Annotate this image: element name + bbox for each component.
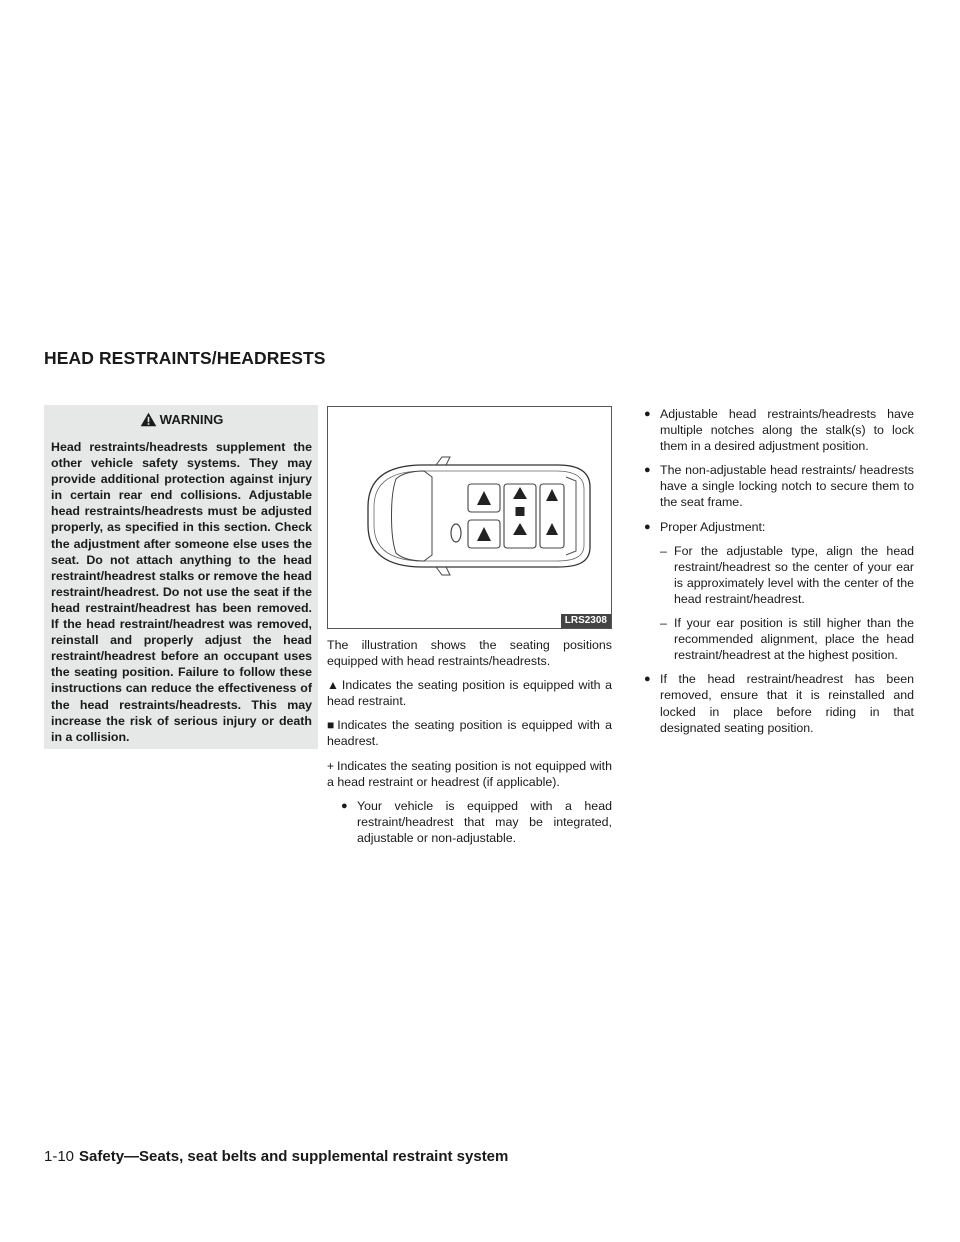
dash-icon: – [660, 543, 667, 558]
warning-triangle-icon [140, 412, 157, 427]
legend-item-headrest: ■ Indicates the seating position is equipped with a headrest. [327, 718, 612, 749]
bullet-icon: ● [644, 408, 651, 420]
square-icon: ■ [327, 718, 335, 733]
page-number: 1-10 [44, 1148, 75, 1165]
list-item: ● Your vehicle is equipped with a head restraint/headrest that may be integrated, adjustable or non-adjustable. [341, 798, 612, 845]
list-item: ● If the head restraint/headrest has been removed, ensure that it is reinstalled and locked in place before riding in that designated seating position. [644, 672, 914, 735]
seating-diagram [327, 406, 612, 629]
bullet-icon: ● [644, 520, 651, 533]
right-column [644, 406, 914, 744]
dash-icon: – [660, 616, 667, 631]
plus-icon: + [327, 758, 335, 773]
section-title: HEAD RESTRAINTS/HEADRESTS [44, 348, 326, 368]
sub-list-item: – For the adjustable type, align the head restraint/headrest so the center of your ear is approximately level with the center of the head restraint/headrest. [660, 543, 914, 606]
bullet-icon: ● [644, 464, 651, 477]
page-footer [44, 1148, 508, 1165]
intro-paragraph: The illustration shows the seating positions equipped with head restraints/headrests. [327, 638, 612, 669]
bullet-icon: ● [644, 673, 651, 686]
triangle-icon: ▲ [327, 678, 339, 693]
sub-list-item: – If your ear position is still higher than the recommended alignment, place the head restraint/headrest at the highest position. [660, 616, 914, 663]
legend-item-not-equipped: + Indicates the seating position is not equipped with a head restraint or headrest (if applicable). [327, 758, 612, 789]
bullet-icon: ● [341, 799, 348, 812]
warning-box [44, 405, 318, 749]
warning-text: Head restraints/headrests supplement the other vehicle safety systems. They may provide additional protection against injury in certain rear end collisions. Adjustable head restraints/headrests must be adjusted properly, as specified in this section. Check the adjustment after someone else uses the seat. Do not attach anything to the head restraint/headrest stalks or remove the head restraint/headrest. Do not use the seat if the head restraint/headrest has been removed. If the head restraint/headrest was removed, reinstall and properly adjust the head restraint/headrest before an occupant uses the seating position. Failure to follow these instructions can reduce the effectiveness of the head restraints/headrests. This may increase the risk of serious injury or death in a collision. [51, 440, 312, 744]
middle-column [327, 406, 612, 854]
list-item: ● Proper Adjustment: [644, 519, 766, 534]
list-item: ● Adjustable head restraints/headrests have multiple notches along the stalk(s) to lock them in a desired adjustment position. [644, 407, 914, 454]
legend-item-head-restraint: ▲ Indicates the seating position is equipped with a head restraint. [327, 678, 612, 709]
list-item: ● The non-adjustable head restraints/ headrests have a single locking notch to secure them to the seat frame. [644, 463, 914, 510]
vehicle-top-view-illustration [328, 407, 611, 628]
figure-label: LRS2308 [561, 614, 611, 628]
footer-title: Safety—Seats, seat belts and supplemental restraint system [79, 1148, 509, 1165]
warning-heading-text: WARNING [159, 412, 224, 427]
warning-heading [51, 412, 312, 427]
